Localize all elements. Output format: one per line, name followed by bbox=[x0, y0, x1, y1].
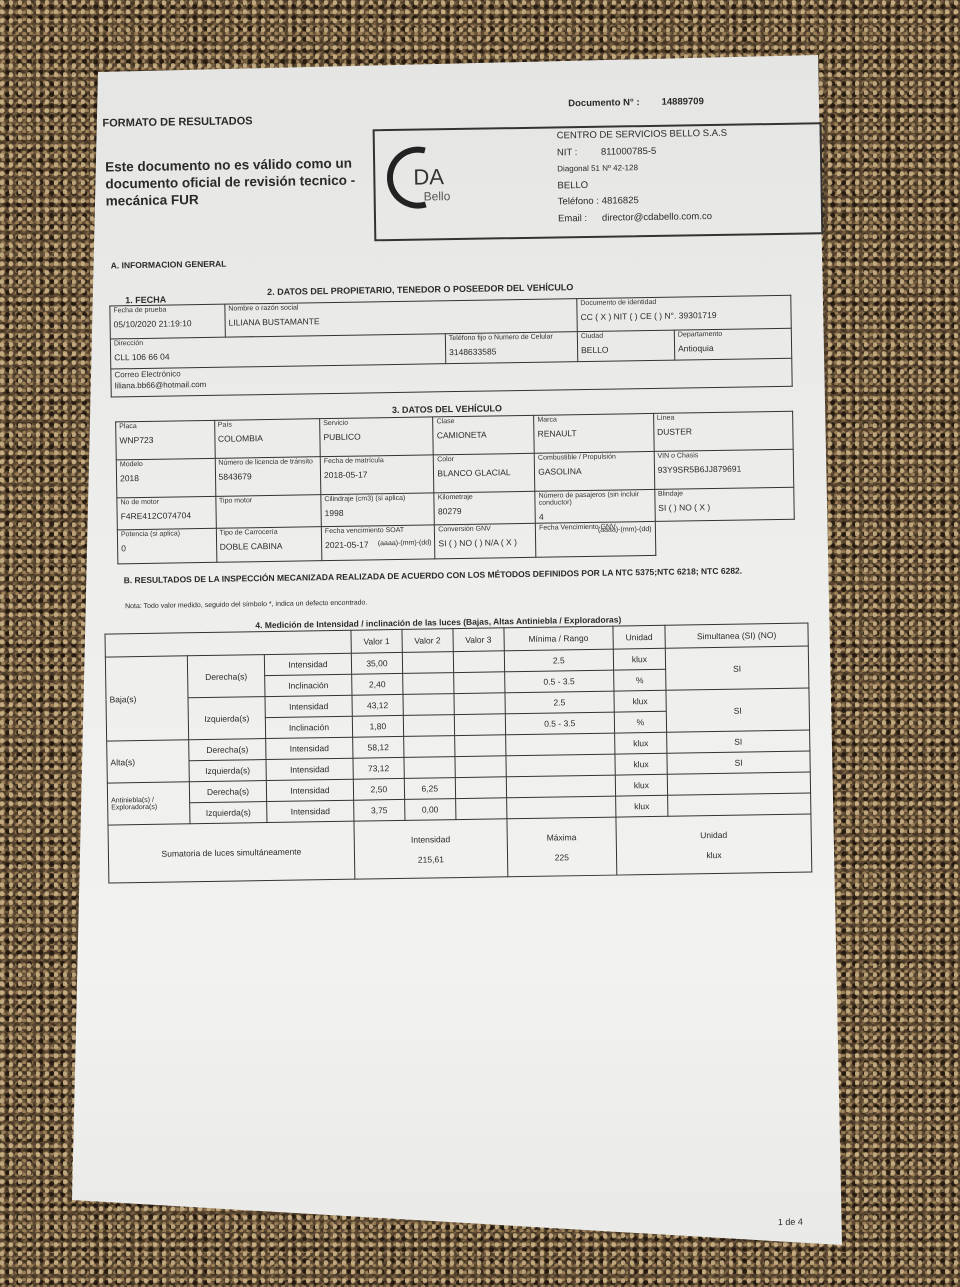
cell-v1: 58,12 bbox=[353, 736, 404, 758]
form-title: FORMATO DE RESULTADOS bbox=[102, 115, 253, 130]
vehicle-field bbox=[654, 487, 794, 521]
cell-min bbox=[505, 733, 615, 756]
field-label: Marca bbox=[537, 416, 557, 424]
vehicle-field bbox=[321, 493, 435, 527]
doc-label: Documento de identidad bbox=[580, 298, 657, 308]
column-header: Valor 2 bbox=[402, 629, 453, 653]
field-label: Placa bbox=[119, 423, 137, 431]
light-side: Derecha(s) bbox=[187, 655, 265, 698]
field-value: 2018-05-17 bbox=[323, 469, 368, 481]
company-phone: 4816825 bbox=[601, 195, 639, 207]
vehicle-field bbox=[216, 527, 322, 563]
simultanea-cell: SI bbox=[666, 688, 810, 732]
field-label: Cilindraje (cm3) (si aplica) bbox=[324, 494, 406, 504]
field-value: CAMIONETA bbox=[436, 429, 487, 441]
field-label: Conversión GNV bbox=[438, 525, 491, 534]
cell-v3 bbox=[454, 693, 505, 715]
field-value: DOBLE CABINA bbox=[219, 540, 283, 552]
light-side: Derecha(s) bbox=[189, 781, 266, 803]
field-label: Potencia (si aplica) bbox=[120, 530, 181, 539]
sum-max bbox=[507, 817, 617, 877]
cell-v1: 2,50 bbox=[353, 778, 404, 800]
cell-min bbox=[506, 754, 616, 777]
cell-m: Inclinación bbox=[265, 716, 352, 738]
field-label: Fecha de matrícula bbox=[323, 457, 384, 466]
field-label: Color bbox=[437, 456, 454, 464]
cell-u: klux bbox=[613, 648, 665, 670]
unit-label: Unidad bbox=[700, 829, 728, 840]
section-b-title: B. RESULTADOS DE LA INSPECCIÓN MECANIZADA REALIZADA DE ACUERDO CON LOS MÉTODOS DEFINIDOS POR LA NTC 5375;NTC 6218; NTC 6282. bbox=[123, 565, 743, 586]
light-side: Izquierda(s) bbox=[189, 760, 266, 782]
cell-u: klux bbox=[616, 795, 668, 817]
sum-intensity-label: Intensidad bbox=[410, 833, 451, 845]
date-format-hint: (aaaa)-(mm)-(dd) bbox=[377, 539, 432, 548]
max-value: 225 bbox=[554, 851, 570, 863]
simultanea-cell bbox=[668, 793, 811, 816]
document-number-label: Documento N° : bbox=[568, 97, 640, 110]
field-label: Servicio bbox=[323, 419, 349, 428]
column-header: Unidad bbox=[613, 625, 665, 649]
cell-v1: 2,40 bbox=[352, 673, 403, 695]
field-value: 0 bbox=[121, 543, 126, 554]
document-number-value: 14889709 bbox=[661, 96, 704, 108]
validity-warning: Este documento no es válido como un documento oficial de revisión tecnico - mecánica FUR bbox=[105, 155, 356, 209]
field-label: Línea bbox=[656, 414, 675, 422]
vehicle-field bbox=[116, 458, 215, 498]
document-number bbox=[568, 96, 704, 109]
dir-label: Dirección bbox=[113, 339, 144, 348]
light-side: Izquierda(s) bbox=[188, 697, 266, 740]
field-value: SI ( ) NO ( ) N/A ( X ) bbox=[438, 537, 517, 549]
owner-title: 2. DATOS DEL PROPIETARIO, TENEDOR O POSEEDOR DEL VEHÍCULO bbox=[267, 282, 574, 297]
vehicle-field bbox=[536, 521, 656, 557]
vehicle-field bbox=[534, 451, 654, 491]
lights-title: 4. Medición de Intensidad / inclinación de las luces (Bajas, Altas Antiniebla / Exploradoras) bbox=[255, 614, 622, 631]
field-label: Fecha vencimiento SOAT bbox=[324, 526, 405, 536]
light-group: Alta(s) bbox=[107, 740, 190, 783]
company-address: Diagonal 51 Nº 42-128 bbox=[557, 163, 639, 174]
depto-label: Departamento bbox=[677, 330, 723, 339]
max-label: Máxima bbox=[546, 831, 577, 843]
field-value: PUBLICO bbox=[323, 431, 361, 443]
cell-m: Intensidad bbox=[266, 779, 353, 801]
cell-v2 bbox=[403, 673, 454, 695]
cell-v1: 43,12 bbox=[352, 694, 403, 716]
vehicle-table bbox=[115, 411, 795, 565]
vehicle-field bbox=[214, 419, 320, 459]
vehicle-field bbox=[117, 528, 216, 564]
vehicle-field bbox=[535, 489, 655, 523]
field-value: 80279 bbox=[437, 505, 462, 517]
field-label: Kilometraje bbox=[437, 493, 473, 502]
cell-v2 bbox=[403, 715, 454, 737]
company-city: BELLO bbox=[557, 179, 589, 191]
company-nit: 811000785-5 bbox=[600, 145, 657, 158]
field-value: 2018 bbox=[119, 473, 140, 484]
sum-intensity-value: 215,61 bbox=[417, 853, 444, 865]
cell-v3 bbox=[453, 672, 504, 694]
company-email: director@cdabello.com.co bbox=[601, 210, 713, 224]
vehicle-field bbox=[654, 449, 794, 489]
tel-label: Teléfono fijo o Numero de Celular bbox=[448, 333, 553, 343]
cell-v2: 6,25 bbox=[404, 778, 455, 800]
cell-min: 0.5 - 3.5 bbox=[504, 670, 614, 693]
cell-v3 bbox=[453, 651, 504, 673]
field-label: No de motor bbox=[120, 498, 160, 507]
cell-m: Intensidad bbox=[264, 653, 351, 675]
unit-value: klux bbox=[706, 849, 722, 860]
sum-label: Sumatoria de luces simultáneamente bbox=[108, 821, 355, 883]
light-group: Baja(s) bbox=[105, 656, 188, 741]
nit-label: NIT : bbox=[556, 146, 578, 158]
field-label: Tipo motor bbox=[218, 497, 253, 505]
company-info bbox=[557, 126, 729, 228]
vehicle-field bbox=[434, 491, 535, 525]
cell-v2: 0,00 bbox=[405, 799, 456, 821]
cell-v1: 3,75 bbox=[354, 799, 405, 821]
owner-table bbox=[109, 295, 792, 398]
email-value: liliana.bb66@hotmail.com bbox=[114, 379, 207, 391]
section-b-note: Nota: Todo valor medido, seguido del símbolo *, indica un defecto encontrado. bbox=[125, 599, 368, 611]
cell-u: % bbox=[614, 711, 666, 733]
field-value: BLANCO GLACIAL bbox=[437, 467, 511, 479]
vehicle-field bbox=[215, 495, 321, 529]
field-label: Número de licencia de tránsito bbox=[218, 458, 313, 467]
cell-min: 0.5 - 3.5 bbox=[505, 712, 615, 735]
cell-u: klux bbox=[614, 690, 666, 712]
cell-u: klux bbox=[615, 774, 667, 796]
cell-min bbox=[506, 775, 616, 798]
field-label: Modelo bbox=[119, 460, 143, 469]
cell-v1: 73,12 bbox=[353, 757, 404, 779]
field-value: WNP723 bbox=[119, 434, 154, 446]
cell-m: Inclinación bbox=[265, 674, 352, 696]
cell-min: 2.5 bbox=[504, 649, 614, 672]
light-side: Derecha(s) bbox=[189, 739, 266, 761]
ciudad-label: Ciudad bbox=[580, 332, 604, 341]
simultanea-cell: SI bbox=[665, 646, 809, 690]
page-number: 1 de 4 bbox=[777, 1216, 803, 1228]
vehicle-title: 3. DATOS DEL VEHÍCULO bbox=[391, 403, 503, 416]
cell-min: 2.5 bbox=[505, 691, 615, 714]
cell-u: % bbox=[614, 669, 666, 691]
sum-unit bbox=[616, 814, 812, 875]
cell-v3 bbox=[455, 756, 506, 778]
cell-m: Intensidad bbox=[267, 800, 354, 822]
cell-v2 bbox=[402, 652, 453, 674]
cell-m: Intensidad bbox=[266, 758, 353, 780]
cell-v3 bbox=[455, 777, 506, 799]
vehicle-field bbox=[433, 415, 534, 455]
field-label: VIN o Chasis bbox=[657, 452, 699, 460]
field-value: 1998 bbox=[324, 507, 344, 519]
phone-label: Teléfono : bbox=[557, 195, 600, 208]
field-value: 2021-05-17 bbox=[325, 539, 369, 551]
field-value: 93Y9SR5B6JJ879691 bbox=[657, 463, 742, 475]
fecha-label: Fecha de prueba bbox=[113, 306, 167, 315]
field-label: Fecha Vencimiento GNV bbox=[539, 523, 616, 532]
doc-value: CC ( X ) NIT ( ) CE ( ) N°. 39301719 bbox=[580, 309, 717, 323]
cell-v2 bbox=[404, 736, 455, 758]
field-value bbox=[219, 508, 317, 510]
cell-v2 bbox=[404, 757, 455, 779]
sum-intensity bbox=[354, 819, 508, 879]
cda-bello-logo bbox=[385, 142, 481, 213]
vehicle-field bbox=[320, 455, 434, 495]
light-side: Izquierda(s) bbox=[190, 802, 267, 824]
light-group: Antiniebla(s) / Exploradora(s) bbox=[107, 782, 190, 825]
cell-min bbox=[506, 796, 616, 819]
cell-v3 bbox=[454, 714, 505, 736]
email-label: Email : bbox=[557, 212, 588, 224]
nombre-value: LILIANA BUSTAMANTE bbox=[228, 316, 320, 328]
field-value: RENAULT bbox=[537, 428, 577, 439]
column-header: Valor 1 bbox=[351, 629, 402, 653]
cell-v1: 1,80 bbox=[352, 715, 403, 737]
fecha-value: 05/10/2020 21:19:10 bbox=[113, 318, 192, 330]
svg-text:Bello: Bello bbox=[423, 189, 451, 204]
cell-u: klux bbox=[615, 732, 667, 754]
cell-m: Intensidad bbox=[266, 737, 353, 759]
field-label: Clase bbox=[436, 418, 455, 426]
field-value: 5843679 bbox=[218, 471, 252, 482]
vehicle-field bbox=[534, 413, 654, 453]
field-label: Tipo de Carrocería bbox=[219, 528, 278, 537]
depto-value: Antioquia bbox=[677, 342, 714, 354]
ciudad-value: BELLO bbox=[581, 344, 609, 356]
vehicle-field bbox=[215, 457, 321, 497]
vehicle-field bbox=[653, 411, 793, 451]
fecha-title: 1. FECHA bbox=[125, 294, 167, 306]
nombre-label: Nombre o razón social bbox=[228, 304, 299, 313]
vehicle-field bbox=[435, 523, 536, 559]
date-format-hint: (aaaa)-(mm)-(dd) bbox=[597, 525, 652, 534]
svg-text:DA: DA bbox=[413, 164, 445, 190]
column-header: Simultanea (SI) (NO) bbox=[665, 623, 808, 648]
field-value bbox=[539, 535, 651, 537]
section-a-title: A. INFORMACION GENERAL bbox=[110, 258, 227, 271]
cell-u: klux bbox=[615, 753, 667, 775]
tel-value: 3148633585 bbox=[449, 346, 497, 358]
field-value: DUSTER bbox=[656, 426, 693, 437]
vehicle-field bbox=[117, 496, 216, 530]
field-label: Número de pasajeros (sin incluir conductor) bbox=[538, 491, 640, 507]
column-header: Valor 3 bbox=[453, 628, 504, 652]
vehicle-field bbox=[434, 453, 535, 493]
cell-v3 bbox=[455, 798, 506, 820]
cell-v2 bbox=[403, 694, 454, 716]
cell-v1: 35,00 bbox=[351, 652, 402, 674]
simultanea-cell bbox=[667, 772, 810, 795]
field-label: Combustible / Propulsión bbox=[537, 453, 616, 462]
company-name: CENTRO DE SERVICIOS BELLO S.A.S bbox=[556, 127, 728, 142]
field-value: COLOMBIA bbox=[217, 433, 263, 444]
vehicle-field bbox=[320, 417, 434, 457]
field-value: 4 bbox=[538, 511, 544, 522]
sum-row bbox=[108, 814, 812, 883]
field-value: GASOLINA bbox=[538, 466, 582, 477]
simultanea-cell: SI bbox=[667, 730, 810, 753]
cell-v3 bbox=[454, 735, 505, 757]
field-value: SI ( ) NO ( X ) bbox=[658, 502, 711, 513]
lights-table bbox=[104, 623, 812, 884]
field-value: F4RE412C074704 bbox=[120, 510, 192, 522]
email-label: Correo Electrónico bbox=[114, 369, 181, 380]
field-label: País bbox=[217, 421, 232, 429]
field-label: Blindaje bbox=[657, 490, 684, 498]
column-header: Mínima / Rango bbox=[504, 626, 614, 651]
vehicle-field bbox=[116, 420, 215, 460]
cell-m: Intensidad bbox=[265, 695, 352, 717]
vehicle-field bbox=[321, 525, 435, 561]
dir-value: CLL 106 66 04 bbox=[114, 351, 170, 363]
simultanea-cell: SI bbox=[667, 751, 810, 774]
company-box bbox=[373, 122, 824, 241]
